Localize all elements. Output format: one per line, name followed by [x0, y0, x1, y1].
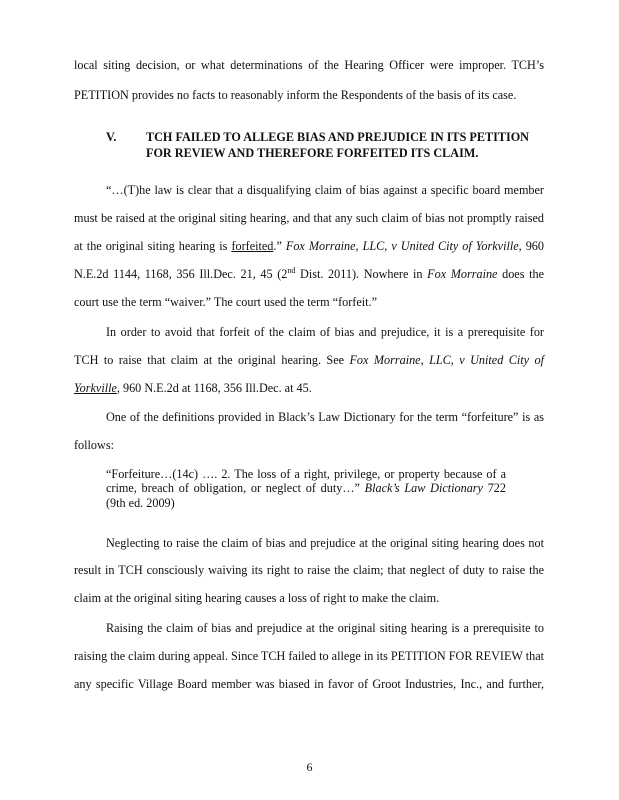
paragraph-5-line-3: claim at the original siting hearing causes a loss of right to make the claim.: [74, 591, 440, 605]
paragraph-3-line-1: In order to avoid that forfeit of the claim of bias and prejudice, it is a prerequisite for: [106, 325, 544, 339]
paragraph-1-line-1: local siting decision, or what determinations of the Hearing Officer were improper. TCH’s: [74, 58, 544, 72]
paragraph-6-line-3: any specific Village Board member was biased in favor of Groot Industries, Inc., and further,: [74, 677, 544, 691]
section-number: V.: [106, 130, 117, 144]
page-number: 6: [306, 760, 313, 774]
quote-line-3: (9th ed. 2009): [106, 496, 175, 510]
paragraph-2-line-4: N.E.2d 1144, 1168, 356 Ill.Dec. 21, 45 (2nd Dist. 2011). Nowhere in Fox Morraine does the: [74, 265, 544, 281]
section-heading-line-2: FOR REVIEW AND THEREFORE FORFEITED ITS CLAIM.: [146, 146, 479, 160]
paragraph-3-line-2: TCH to raise that claim at the original hearing. See Fox Morraine, LLC, v United City of: [74, 353, 544, 367]
paragraph-5-line-1: Neglecting to raise the claim of bias and prejudice at the original siting hearing does not: [106, 536, 544, 550]
paragraph-4-line-2: follows:: [74, 438, 114, 452]
paragraph-6-line-1: Raising the claim of bias and prejudice at the original siting hearing is a prerequisite to: [106, 621, 544, 635]
paragraph-6-line-2: raising the claim during appeal. Since TCH failed to allege in its PETITION FOR REVIEW that: [74, 649, 545, 663]
paragraph-1-line-2: PETITION provides no facts to reasonably inform the Respondents of the basis of its case.: [74, 88, 517, 102]
paragraph-5-line-2: result in TCH consciously waiving its right to raise the claim; that neglect of duty to raise the: [74, 563, 544, 577]
paragraph-2-line-2: must be raised at the original siting hearing, and that any such claim of bias not promptly raised: [74, 211, 544, 225]
paragraph-3-line-3: Yorkville, 960 N.E.2d at 1168, 356 Ill.Dec. at 45.: [74, 381, 312, 395]
section-heading-line-1: TCH FAILED TO ALLEGE BIAS AND PREJUDICE IN ITS PETITION: [146, 130, 529, 144]
paragraph-4-line-1: One of the definitions provided in Black’s Law Dictionary for the term “forfeiture” is as: [106, 410, 544, 424]
quote-line-2: crime, breach of obligation, or neglect of duty…” Black’s Law Dictionary 722: [106, 481, 506, 495]
paragraph-2-line-1: “…(T)he law is clear that a disqualifying claim of bias against a specific board member: [106, 183, 544, 197]
quote-line-1: “Forfeiture…(14c) …. 2. The loss of a right, privilege, or property because of a: [106, 467, 506, 481]
paragraph-2-line-5: court use the term “waiver.” The court used the term “forfeit.”: [74, 295, 377, 309]
paragraph-2-line-3: at the original siting hearing is forfeited.” Fox Morraine, LLC, v United City of Yorkville, 960: [74, 239, 544, 253]
